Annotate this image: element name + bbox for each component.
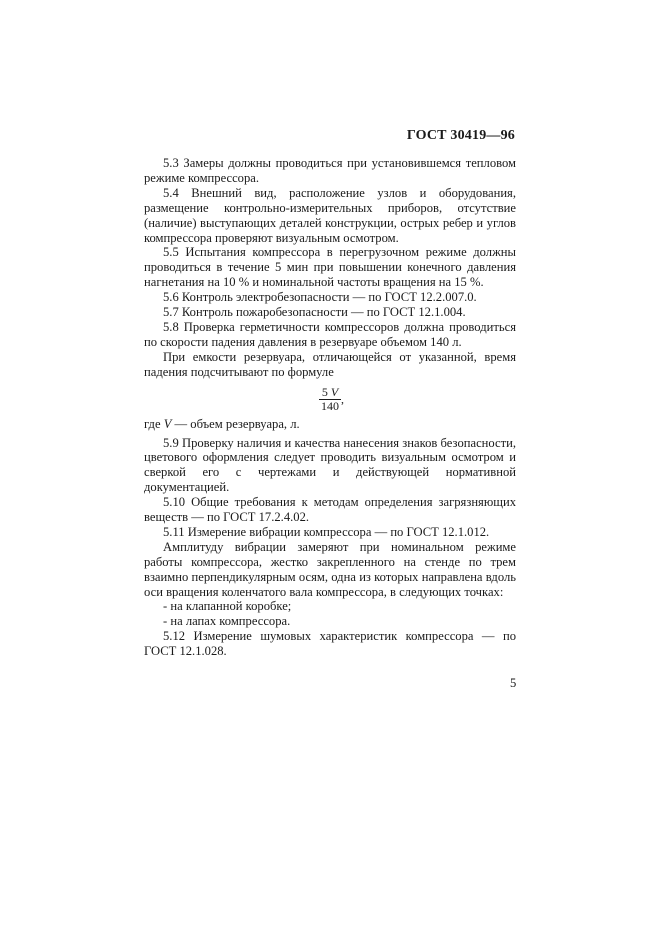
formula: [144, 386, 516, 414]
paragraph-5-4: 5.4 Внешний вид, расположение узлов и оборудования, размещение контрольно-измерительных приборов, отсутствие (наличие) выступающих деталей конструкции, острых ребер и углов компрессора проверяют визуальным осмотром.: [144, 185, 516, 245]
paragraph-5-12: 5.12 Измерение шумовых характеристик компрессора — по ГОСТ 12.1.028.: [144, 629, 516, 659]
fraction: [319, 386, 341, 413]
where-prefix: где: [144, 416, 164, 431]
list-item-compressor-feet: - на лапах компрессора.: [163, 614, 291, 629]
paragraph-5-10: 5.10 Общие требования к методам определения загрязняющих веществ — по ГОСТ 17.2.4.02.: [144, 495, 516, 525]
formula-comma: ,: [341, 391, 344, 406]
paragraph-5-5: 5.5 Испытания компрессора в перегрузочном режиме должны проводиться в течение 5 мин при повышении конечного давления нагнетания на 10 % и номинальной частоты вращения на 15 %.: [144, 245, 516, 290]
fraction-numerator: [319, 386, 341, 400]
paragraph-5-11-details: Амплитуду вибрации замеряют при номинальном режиме работы компрессора, жестко закрепленного на стенде по трем взаимно перпендикулярным осям, одна из которых направлена вдоль оси вращения коленчатого вала компрессора, в следующих точках:: [144, 539, 516, 599]
paragraph-5-3: 5.3 Замеры должны проводиться при установившемся тепловом режиме компрессора.: [144, 156, 516, 185]
document-code-header: ГОСТ 30419—96: [406, 128, 515, 143]
paragraph-5-7: 5.7 Контроль пожаробезопасности — по ГОСТ 12.1.004.: [163, 305, 466, 320]
formula-where-clause: [144, 417, 516, 432]
document-body: [144, 156, 516, 659]
paragraph-5-8-formula-intro: При емкости резервуара, отличающейся от указанной, время падения подсчитывают по формуле: [144, 349, 516, 379]
numerator-coefficient: 5: [321, 384, 328, 399]
page-number: 5: [510, 676, 517, 690]
paragraph-5-11: 5.11 Измерение вибрации компрессора — по ГОСТ 12.1.012.: [163, 524, 490, 539]
paragraph-5-8: 5.8 Проверка герметичности компрессоров должна проводиться по скорости падения давления в резервуаре объемом 140 л.: [144, 319, 516, 349]
fraction-denominator: 140: [321, 398, 339, 413]
where-variable: V: [163, 416, 172, 431]
numerator-variable: V: [330, 384, 339, 399]
paragraph-5-6: 5.6 Контроль электробезопасности — по ГОСТ 12.2.007.0.: [163, 290, 477, 305]
list-item-valve-box: - на клапанной коробке;: [163, 599, 292, 614]
paragraph-5-9: 5.9 Проверку наличия и качества нанесения знаков безопасности, цветового оформления следует проводить визуальным осмотром и сверкой его с чертежами и действующей нормативной документацией.: [144, 435, 516, 495]
where-rest: — объем резервуара, л.: [171, 416, 300, 431]
